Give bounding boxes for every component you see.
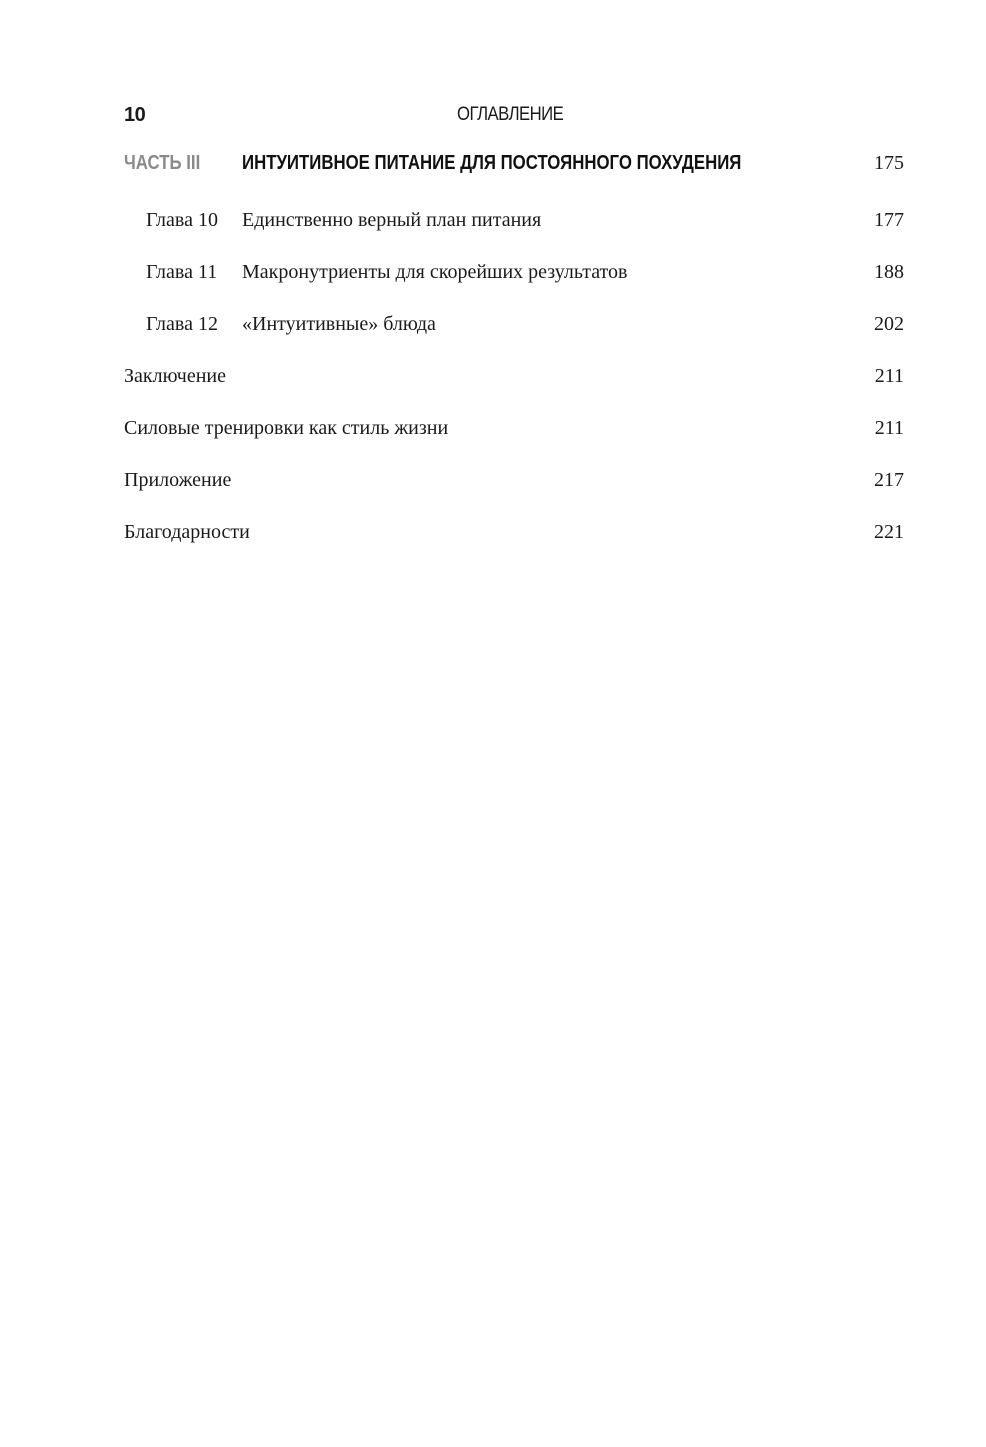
toc-section-entry xyxy=(124,360,904,392)
chapter-label: Глава 12 xyxy=(146,313,218,335)
running-title: ОГЛАВЛЕНИЕ xyxy=(457,104,564,125)
chapter-title: «Интуитивные» блюда xyxy=(242,313,436,335)
section-title: Силовые тренировки как стиль жизни xyxy=(124,417,449,439)
section-title: Благодарности xyxy=(124,521,250,543)
chapter-page-number: 202 xyxy=(874,313,904,335)
chapter-page-number: 188 xyxy=(874,261,904,283)
toc-section-entry xyxy=(124,464,904,496)
chapter-title: Единственно верный план питания xyxy=(242,209,542,231)
chapter-label: Глава 10 xyxy=(146,209,218,231)
chapter-label: Глава 11 xyxy=(146,261,218,283)
part-title: ИНТУИТИВНОЕ ПИТАНИЕ ДЛЯ ПОСТОЯННОГО ПОХУДЕНИЯ xyxy=(242,152,742,174)
section-page-number: 211 xyxy=(874,365,904,387)
page-number: 10 xyxy=(124,104,146,126)
toc-chapter-entry xyxy=(124,204,904,236)
part-page-number: 175 xyxy=(874,152,904,174)
page-header xyxy=(124,101,904,129)
table-of-contents xyxy=(124,146,904,568)
chapter-title: Макронутриенты для скорейших результатов xyxy=(242,261,628,283)
section-title: Приложение xyxy=(124,469,232,491)
part-label: ЧАСТЬ III xyxy=(124,152,201,174)
section-page-number: 221 xyxy=(874,521,904,543)
section-page-number: 217 xyxy=(874,469,904,491)
section-title: Заключение xyxy=(124,365,226,387)
chapter-page-number: 177 xyxy=(874,209,904,231)
toc-chapter-entry xyxy=(124,256,904,288)
toc-part-entry xyxy=(124,146,904,180)
toc-chapter-entry xyxy=(124,308,904,340)
toc-section-entry xyxy=(124,516,904,548)
section-page-number: 211 xyxy=(874,417,904,439)
toc-section-entry xyxy=(124,412,904,444)
